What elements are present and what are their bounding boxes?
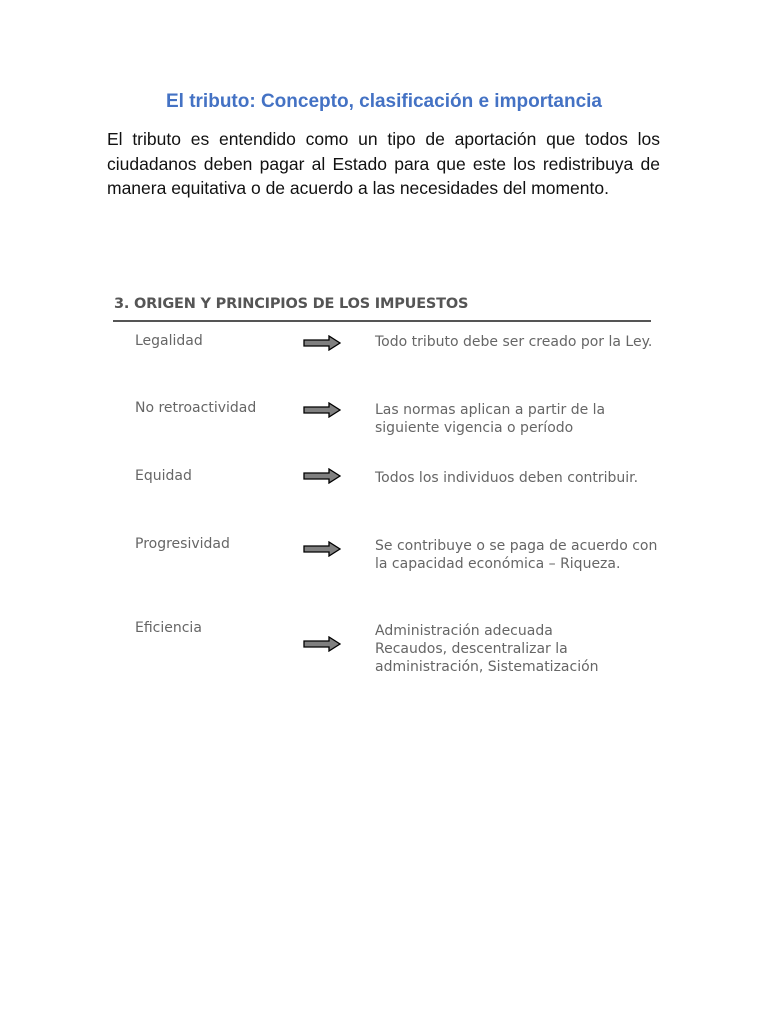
document-title: El tributo: Concepto, clasificación e importancia [165,91,603,112]
principle-term: Legalidad [135,333,203,349]
description-line: Todos los individuos deben contribuir. [375,470,639,486]
principle-term: No retroactividad [135,400,257,416]
principle-description [375,622,675,676]
figure-section-title: 3. ORIGEN Y PRINCIPIOS DE LOS IMPUESTOS [114,296,469,312]
principle-term: Equidad [135,468,192,484]
principle-description [375,333,675,351]
right-arrow-icon [303,468,341,484]
description-line: Todo tributo debe ser creado por la Ley. [375,334,653,350]
description-line: Se contribuye o se paga de acuerdo con [375,538,658,554]
description-line: siguiente vigencia o período [375,420,574,436]
description-line: Administración adecuada [375,623,553,639]
right-arrow-icon [303,402,341,418]
principle-term: Eficiencia [135,620,202,636]
description-line: Las normas aplican a partir de la [375,402,606,418]
right-arrow-icon [303,636,341,652]
intro-paragraph: El tributo es entendido como un tipo de aportación que todos los ciudadanos deben pagar al Estado para que este los redistribuya de manera equitativa o de acuerdo a las necesidades del momento. [107,129,660,198]
right-arrow-icon [303,335,341,351]
section-divider [113,320,651,322]
principle-description [375,469,675,487]
right-arrow-icon [303,541,341,557]
description-line: la capacidad económica – Riqueza. [375,556,621,572]
principle-description [375,537,675,573]
description-line: Recaudos, descentralizar la [375,641,568,657]
description-line: administración, Sistematización [375,659,599,675]
principle-description [375,401,675,437]
principle-term: Progresividad [135,536,230,552]
